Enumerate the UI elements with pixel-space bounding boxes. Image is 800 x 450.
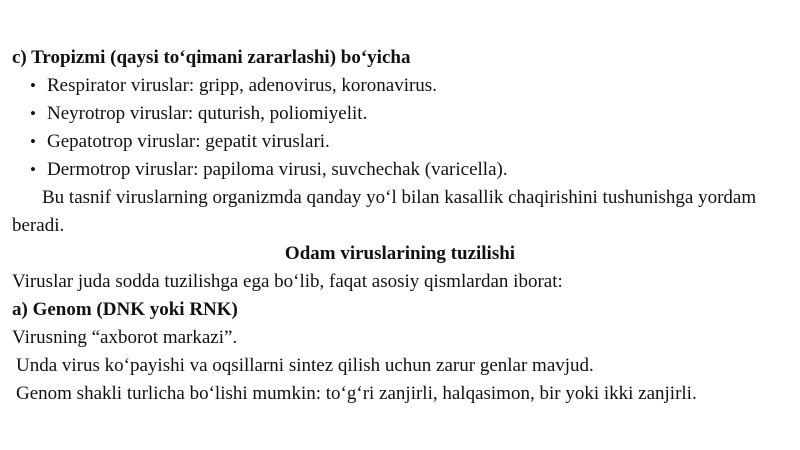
bullet-text: Gepatotrop viruslar: gepatit viruslari. xyxy=(47,131,330,152)
intro-paragraph: Viruslar juda sodda tuzilishga ega bo‘lib, faqat asosiy qismlardan iborat: xyxy=(12,271,563,292)
bullet-text: Dermotrop viruslar: papiloma virusi, suvchechak (varicella). xyxy=(47,159,508,180)
bullet-item-respirator xyxy=(30,72,437,100)
summary-paragraph-line1: Bu tasnif viruslarning organizmda qanday yo‘l bilan kasallik chaqirishini tushunishga yordam xyxy=(42,187,757,208)
section-c-heading: c) Tropizmi (qaysi to‘qimani zararlashi) bo‘yicha xyxy=(12,47,411,68)
bullet-dot-icon: • xyxy=(30,132,36,151)
bullet-item-neyrotrop xyxy=(30,100,367,128)
bullet-dot-icon: • xyxy=(30,104,36,123)
genome-line-2: Unda virus ko‘payishi va oqsillarni sintez qilish uchun zarur genlar mavjud. xyxy=(16,355,594,376)
genome-heading: a) Genom (DNK yoki RNK) xyxy=(12,299,238,320)
section-title: Odam viruslarining tuzilishi xyxy=(284,243,516,264)
bullet-text: Neyrotrop viruslar: quturish, poliomiyelit. xyxy=(47,103,368,124)
bullet-dot-icon: • xyxy=(30,76,36,95)
bullet-text: Respirator viruslar: gripp, adenovirus, koronavirus. xyxy=(47,75,437,96)
bullet-item-gepatotrop xyxy=(30,128,330,156)
genome-line-1: Virusning “axborot markazi”. xyxy=(12,327,238,348)
summary-paragraph-line2: beradi. xyxy=(12,215,65,236)
genome-line-3: Genom shakli turlicha bo‘lishi mumkin: to‘g‘ri zanjirli, halqasimon, bir yoki ikki zanjirli. xyxy=(16,383,697,404)
bullet-dot-icon: • xyxy=(30,160,36,179)
bullet-item-dermotrop xyxy=(30,156,508,184)
